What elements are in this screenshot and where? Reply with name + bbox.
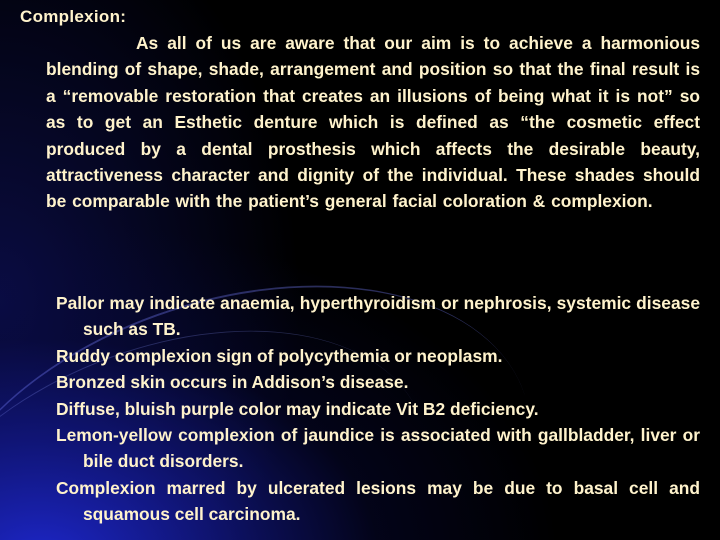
- list-item-bluish-purple: Diffuse, bluish purple color may indicate Vit B2 deficiency.: [56, 398, 539, 419]
- list-item-pallor: Pallor may indicate anaemia, hyperthyroidism or nephrosis, systemic disease such as TB.: [56, 293, 700, 340]
- list-item-ulcerated-lesions: Complexion marred by ulcerated lesions may be due to basal cell and squamous cell carcinoma.: [56, 477, 700, 525]
- intro-paragraph: As all of us are aware that our aim is to achieve a harmonious blending of shape, shade, arrangement and position so that the final result is a “removable restoration that creates an illusions of being what it is not” so as to get an Esthetic denture which is defined as “the cosmetic effect produced by a dental prosthesis which affects the desirable beauty, attractiveness character and dignity of the individual. These shades should be comparable with the patient’s general facial coloration & complexion.: [46, 33, 700, 212]
- list-item-ruddy: Ruddy complexion sign of polycythemia or neoplasm.: [56, 345, 503, 366]
- list-item-bronzed: Bronzed skin occurs in Addison’s disease.: [56, 372, 409, 393]
- complexion-signs-list: [56, 290, 700, 528]
- slide-heading: Complexion:: [20, 7, 127, 26]
- list-item-lemon-yellow: Lemon-yellow complexion of jaundice is associated with gallbladder, liver or bile duct disorders.: [56, 425, 700, 472]
